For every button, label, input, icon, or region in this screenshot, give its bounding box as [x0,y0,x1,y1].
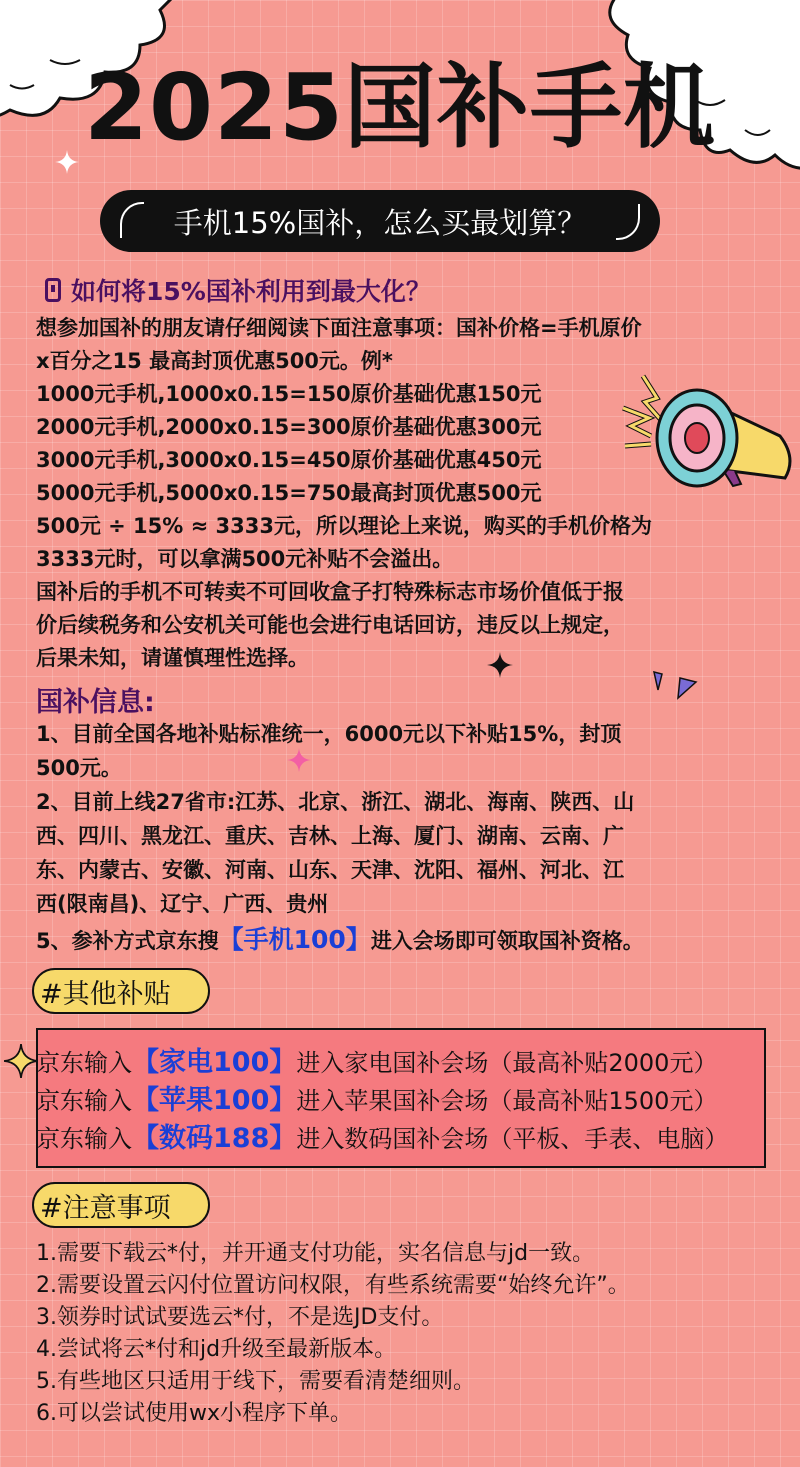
text-line: 东、内蒙古、安徽、河南、山东、天津、沈阳、福州、河北、江 [36,858,624,882]
text-line: 500元。 [36,756,122,780]
section-heading-subsidy-info: 国补信息: [36,687,155,718]
sparkle-icon [487,652,513,678]
notes-list [36,1238,630,1430]
text-line: 1000元手机,1000x0.15=150原价基础优惠150元 [36,382,542,406]
subtitle-text: 手机15%国补，怎么买最划算？ [173,205,587,240]
text-line: 3333元时，可以拿满500元补贴不会溢出。 [36,547,454,571]
text-line: 2、目前上线27省市:江苏、北京、浙江、湖北、海南、陕西、山 [36,790,635,814]
section-heading-maximize [45,272,431,308]
sparkle-icon [55,150,79,174]
list-item: 1.需要下载云*付，并开通支付功能，实名信息与jd一致。 [36,1241,595,1266]
row-suffix: 进入数码国补会场（平板、手表、电脑） [296,1125,729,1153]
text-line: 价后续税务和公安机关可能也会进行电话回访，违反以上规定， [36,613,624,637]
search-keyword-digital: 【数码188】 [132,1123,297,1154]
list-item: 3.领券时试试要选云*付，不是选JD支付。 [36,1305,444,1330]
section-heading-text: 如何将15%国补利用到最大化？ [71,277,431,306]
row-prefix: 京东输入 [36,1125,132,1153]
notes-tag: #注意事项 [32,1182,210,1228]
other-subsidy-list [36,1044,728,1158]
search-keyword-appliance: 【家电100】 [132,1047,297,1078]
text-line: 2000元手机,2000x0.15=300原价基础优惠300元 [36,415,542,439]
row-prefix: 京东输入 [36,1049,132,1077]
text-line: 3000元手机,3000x0.15=450原价基础优惠450元 [36,448,542,472]
text-line: x百分之15 最高封顶优惠500元。例* [36,349,393,373]
list-item [36,1044,728,1082]
participation-prefix: 5、参补方式京东搜 [36,929,219,953]
sparkle-icon [4,1044,38,1078]
list-item: 5.有些地区只适用于线下，需要看清楚细则。 [36,1369,475,1394]
list-item: 4.尝试将云*付和jd升级至最新版本。 [36,1337,397,1362]
list-item [36,1120,728,1158]
phone-icon [45,278,61,302]
subtitle-banner [100,190,660,252]
text-line: 西、四川、黑龙江、重庆、吉林、上海、厦门、湖南、云南、广 [36,824,624,848]
subsidy-info [36,717,644,958]
search-keyword-apple: 【苹果100】 [132,1085,297,1116]
text-line: 西(限南昌)、辽宁、广西、贵州 [36,892,329,916]
text-line: 后果未知，请谨慎理性选择。 [36,646,309,670]
text-line: 1、目前全国各地补贴标准统一，6000元以下补贴15%，封顶 [36,722,622,746]
search-keyword-phone: 【手机100】 [218,925,371,954]
row-suffix: 进入苹果国补会场（最高补贴1500元） [296,1087,718,1115]
text-line: 想参加国补的朋友请仔细阅读下面注意事项：国补价格=手机原价 [36,316,642,340]
text-line: 国补后的手机不可转卖不可回收盒子打特殊标志市场价值低于报 [36,580,624,604]
page-title: 2025国补手机 [83,54,717,161]
text-line: 500元 ÷ 15% ≈ 3333元，所以理论上来说，购买的手机价格为 [36,514,652,538]
row-prefix: 京东输入 [36,1087,132,1115]
participation-suffix: 进入会场即可领取国补资格。 [370,929,644,953]
megaphone-icon [615,358,800,508]
row-suffix: 进入家电国补会场（最高补贴2000元） [296,1049,718,1077]
list-item [36,1082,728,1120]
participation-line [36,923,644,958]
list-item: 6.可以尝试使用wx小程序下单。 [36,1401,353,1426]
burst-decoration-icon [650,668,700,708]
list-item: 2.需要设置云闪付位置访问权限，有些系统需要“始终允许”。 [36,1273,630,1298]
other-subsidy-tag: #其他补贴 [32,968,210,1014]
text-line: 5000元手机,5000x0.15=750最高封顶优惠500元 [36,481,542,505]
maximize-explanation [36,312,652,675]
